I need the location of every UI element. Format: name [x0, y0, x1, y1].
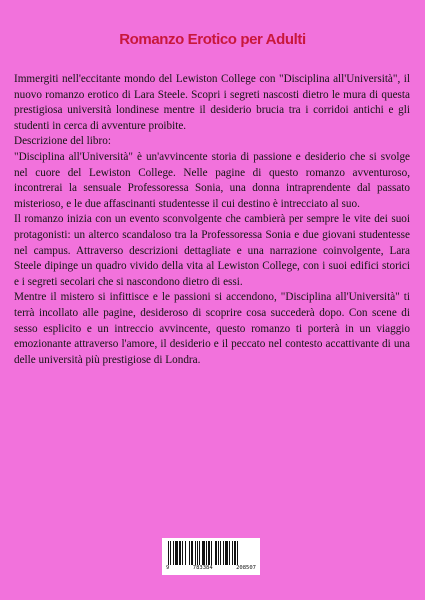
barcode-bar — [220, 541, 221, 565]
book-title: Romanzo Erotico per Adulti — [119, 31, 306, 48]
barcode-bar — [206, 541, 207, 565]
barcode-group-left: 783384 — [192, 565, 213, 571]
barcode-bar — [215, 541, 217, 565]
barcode-bar — [179, 541, 181, 565]
isbn-barcode — [162, 538, 260, 575]
barcode-bar — [168, 541, 169, 565]
barcode-bar — [202, 541, 205, 565]
barcode-bar — [237, 541, 238, 565]
barcode-bar — [218, 541, 219, 565]
barcode-bar — [223, 541, 224, 565]
barcode-bar — [195, 541, 196, 565]
description-paragraph-3: Mentre il mistero si infittisce e le passioni si accendono, "Disciplina all'Università" ti terrà incollato alle pagine, desideroso di scoprire cosa succederà dopo. Con scene di sesso esplicito e un intreccio avvincente, questo romanzo ti porterà in un viaggio emozionante attraverso l'amore, il desiderio e il peccato nel contesto accattivante di una delle università più prestigiose di Londra. — [14, 291, 410, 366]
description-paragraph-1: "Disciplina all'Università" è un'avvincente storia di passione e desiderio che si svolge nel cuore del Lewiston College. Nelle pagine di questo romanzo avventuroso, incontrerai la sensuale Professoressa Sonia, una donna intraprendente dal passato misterioso, e le due affascinanti studentesse il cui destino è intrecciato al suo. — [14, 150, 410, 210]
barcode-bar — [175, 541, 178, 565]
barcode-bar — [199, 541, 200, 565]
barcode-digits — [162, 565, 260, 571]
barcode-bar — [229, 541, 230, 565]
description-paragraph-2: Il romanzo inizia con un evento sconvolgente che cambierà per sempre le vite dei suoi protagonisti: un alterco scandaloso tra la Professoressa Sonia e due giovani studentesse nel campus. Attraverso descrizioni dettagliate e una narrazione coinvolgente, Lara Steele dipinge un quadro vivido della vita al Lewiston College, con i suoi edifici storici e i segreti secolari che si nascondono dietro di essi. — [14, 213, 410, 288]
barcode-bar — [170, 541, 171, 565]
barcode-group-right: 208507 — [236, 565, 256, 571]
back-cover-text — [14, 72, 410, 368]
barcode-bar — [232, 541, 233, 565]
barcode-bar — [191, 541, 193, 565]
barcode-bar — [182, 541, 183, 565]
barcode-bars — [168, 541, 254, 565]
barcode-bar — [208, 541, 210, 565]
intro-paragraph: Immergiti nell'eccitante mondo del Lewiston College con "Disciplina all'Università", il nuovo romanzo erotico di Lara Steele. Scopri i segreti nascosti dietro le mura di questa prestigiosa università londinese mentre il desiderio brucia tra i corridoi antichi e gli studenti in cerca di avventure proibite. — [14, 73, 410, 132]
barcode-bar — [173, 541, 174, 565]
description-label: Descrizione del libro: — [14, 135, 111, 148]
barcode-bar — [211, 541, 212, 565]
barcode-bar — [225, 541, 228, 565]
barcode-bar — [189, 541, 190, 565]
barcode-bar — [197, 541, 198, 565]
barcode-bar — [234, 541, 236, 565]
barcode-digit-first: 9 — [166, 565, 170, 571]
barcode-bar — [185, 541, 186, 565]
